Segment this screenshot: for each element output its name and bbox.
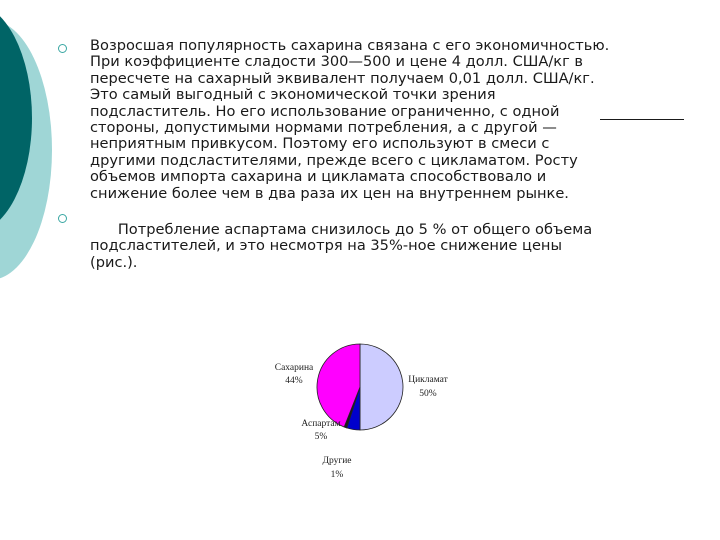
paragraph-saccharin: [90, 38, 690, 202]
slice-value-label: 44%: [285, 376, 303, 386]
label-cyclamate: [408, 375, 448, 399]
text-line: пересчете на сахарный эквивалент получаем 0,01 долл. США/кг.: [90, 69, 595, 87]
slice-label: Сахарина: [274, 363, 314, 373]
text-line: Возросшая популярность сахарина связана с его экономичностью.: [90, 37, 610, 54]
text-line: (рис.).: [90, 253, 138, 271]
text-line: другими подсластителями, прежде всего с цикламатом. Росту: [90, 151, 578, 169]
slice-value-label: 50%: [419, 389, 437, 399]
underline-rule: [600, 119, 684, 120]
text-line: объемов импорта сахарина и цикламата способствовало и: [90, 168, 547, 186]
slice-label: Другие: [322, 456, 352, 466]
text-line: Это самый выгодный с экономической точки зрения: [90, 86, 496, 104]
label-aspartame: [301, 419, 340, 442]
text-line: снижение более чем в два раза их цен на внутреннем рынке.: [90, 184, 569, 202]
text-line: подсластитель. Но его использование ограниченно, с одной: [90, 102, 560, 120]
label-saccharin: [275, 363, 314, 386]
text-line: стороны, допустимыми нормами потребления, а с другой —: [90, 119, 557, 137]
pie-slice-0: [360, 344, 403, 430]
bullet-1: [58, 44, 67, 53]
paragraph-aspartame: [90, 222, 690, 271]
text-line: неприятным привкусом. Поэтому его используют в смеси с: [90, 135, 550, 153]
text-line: При коэффициенте сладости 300—500 и цене 4 долл. США/кг в: [90, 53, 584, 71]
slice-value-label: 1%: [330, 470, 344, 480]
bullet-2: [58, 214, 67, 223]
sweetener-pie-chart: [260, 335, 470, 485]
text-line: Потребление аспартама снизилось до 5 % от общего объема: [90, 221, 593, 238]
text-line: подсластителей, и это несмотря на 35%-ное снижение цены: [90, 237, 562, 255]
decorative-teal-shapes: [0, 0, 90, 300]
label-other: [322, 456, 351, 480]
slice-label: Цикламат: [408, 375, 448, 385]
slice-label: Аспартам: [301, 419, 341, 429]
slice-value-label: 5%: [314, 432, 328, 442]
